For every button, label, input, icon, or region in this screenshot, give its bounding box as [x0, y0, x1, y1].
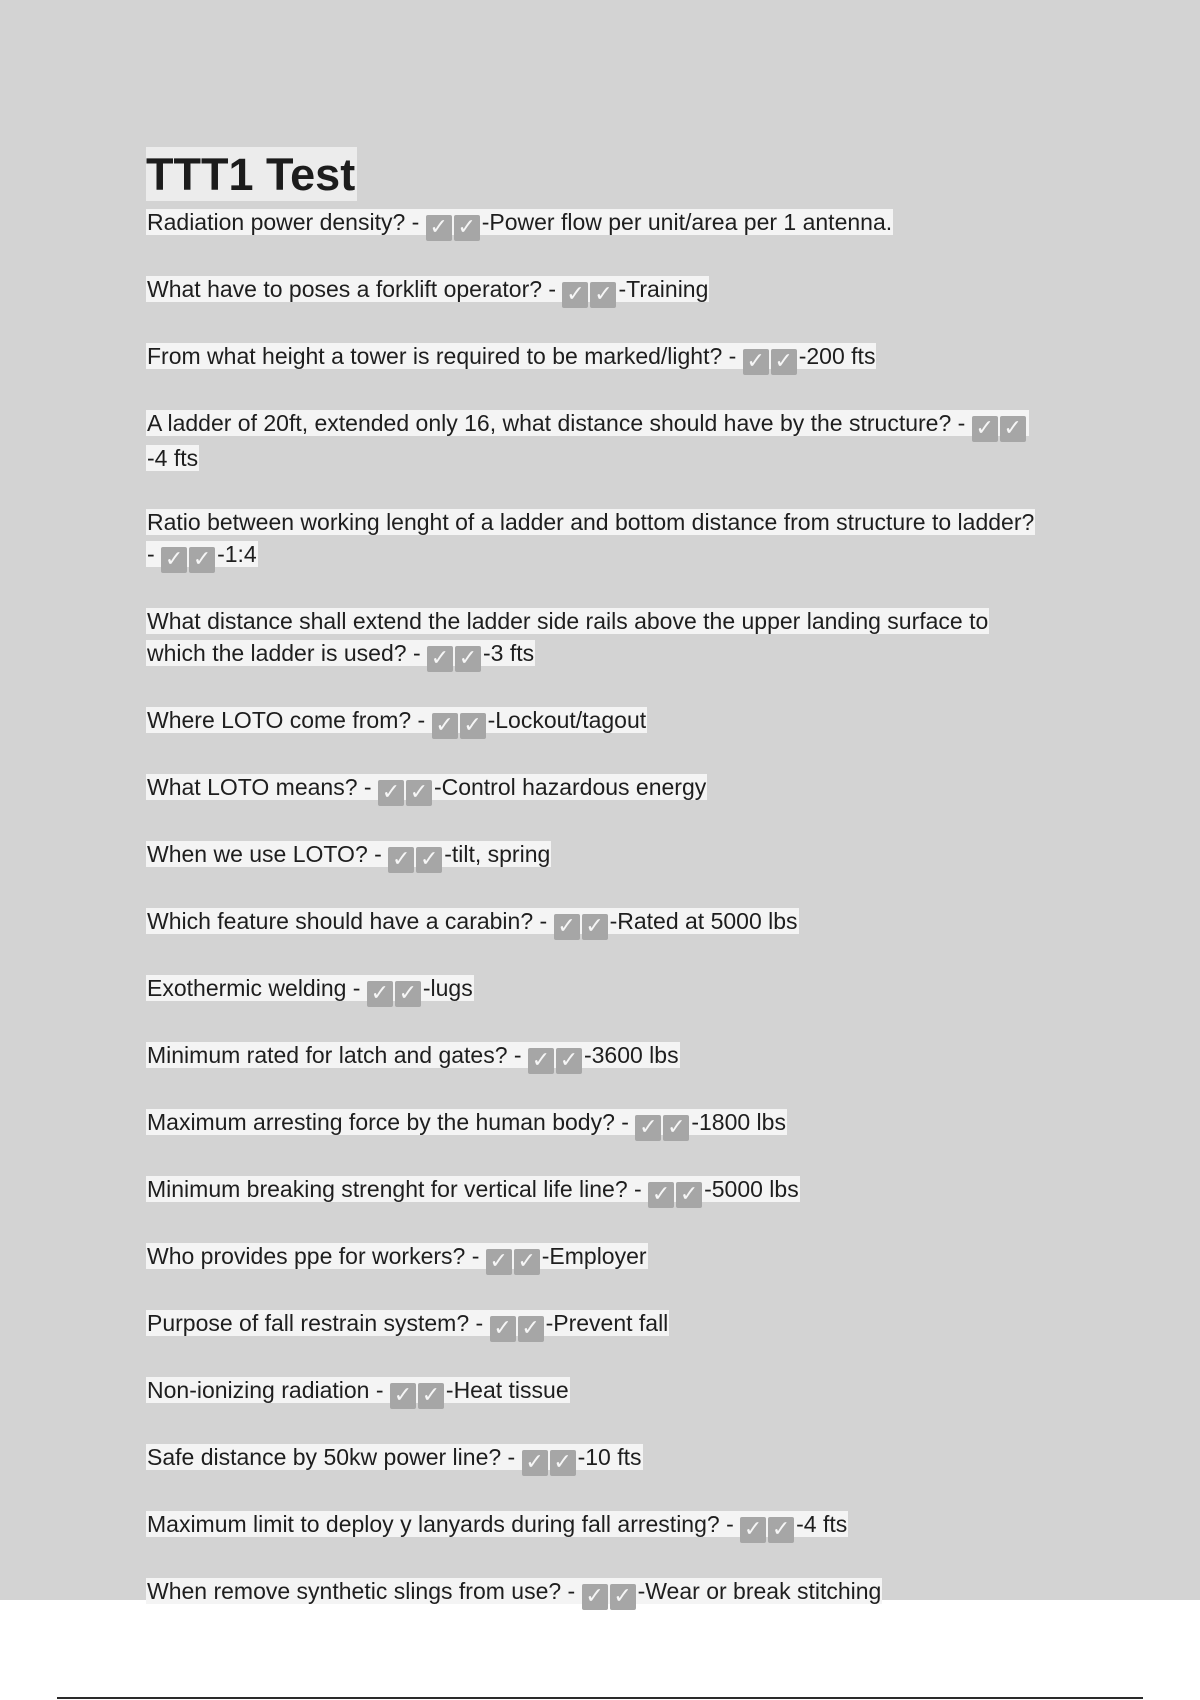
qa-text: [146, 1578, 882, 1609]
qa-item: [146, 1307, 1046, 1342]
qa-text: [146, 841, 551, 872]
answer-text: -Rated at 5000 lbs: [609, 908, 798, 934]
checkmark-icon: ✓: [768, 1517, 794, 1543]
checkmark-icon: ✓: [406, 780, 432, 806]
qa-text: [146, 608, 989, 671]
checkmark-icon: ✓: [648, 1182, 674, 1208]
checkmark-icon: ✓: [454, 215, 480, 241]
checkmark-icon: ✓: [486, 1249, 512, 1275]
question-text: Minimum breaking strenght for vertical life line? -: [147, 1176, 649, 1202]
checkmark-icon: ✓: [676, 1182, 702, 1208]
checkmark-icon: ✓: [582, 914, 608, 940]
answer-text: -Power flow per unit/area per 1 antenna.: [481, 209, 893, 235]
checkmark-icon: ✓: [390, 1383, 416, 1409]
checkmark-icon: ✓: [455, 646, 481, 672]
checkmark-icon: ✓: [418, 1383, 444, 1409]
question-text: What have to poses a forklift operator? -: [147, 276, 563, 302]
checkmark-icon: ✓: [610, 1584, 636, 1610]
qa-item: [146, 506, 1046, 573]
answer-text: -10 fts: [577, 1444, 642, 1470]
answer-text: -3 fts: [483, 640, 535, 666]
checkmark-icon: ✓: [378, 780, 404, 806]
qa-text: [146, 343, 876, 374]
checkmark-icon: ✓: [388, 847, 414, 873]
checkmark-icon: ✓: [427, 646, 453, 672]
checkmark-icon: ✓: [367, 981, 393, 1007]
question-text: What distance shall extend the ladder side rails above the upper landing surface to which the ladder is used? -: [147, 608, 989, 666]
answer-text: -Prevent fall: [545, 1310, 669, 1336]
qa-text: [146, 1109, 787, 1140]
question-text: What LOTO means? -: [147, 774, 378, 800]
answer-text: -Employer: [541, 1243, 647, 1269]
checkmark-icon: ✓: [554, 914, 580, 940]
checkmark-icon: ✓: [522, 1450, 548, 1476]
answer-text: -Heat tissue: [445, 1377, 569, 1403]
answer-text: -Control hazardous energy: [433, 774, 707, 800]
checkmark-icon: ✓: [395, 981, 421, 1007]
qa-text: [146, 509, 1035, 572]
checkmark-icon: ✓: [556, 1048, 582, 1074]
qa-text: [146, 707, 647, 738]
qa-item: [146, 407, 1046, 474]
question-text: From what height a tower is required to be marked/light? -: [147, 343, 743, 369]
qa-text: [146, 1511, 848, 1542]
question-text: When remove synthetic slings from use? -: [147, 1578, 582, 1604]
qa-text: [146, 410, 1029, 471]
qa-text: [146, 1377, 570, 1408]
qa-item: [146, 704, 1046, 739]
qa-item: [146, 838, 1046, 873]
qa-item: [146, 771, 1046, 806]
qa-item: [146, 206, 1046, 241]
qa-text: [146, 1176, 800, 1207]
qa-item: [146, 1039, 1046, 1074]
question-text: Purpose of fall restrain system? -: [147, 1310, 490, 1336]
question-text: Safe distance by 50kw power line? -: [147, 1444, 522, 1470]
checkmark-icon: ✓: [460, 713, 486, 739]
qa-text: [146, 774, 707, 805]
qa-item: [146, 273, 1046, 308]
answer-text: -lugs: [422, 975, 473, 1001]
checkmark-icon: ✓: [972, 416, 998, 442]
question-text: Minimum rated for latch and gates? -: [147, 1042, 528, 1068]
answer-text: -200 fts: [798, 343, 876, 369]
qa-item: [146, 972, 1046, 1007]
question-text: A ladder of 20ft, extended only 16, what distance should have by the structure? -: [147, 410, 972, 436]
qa-text: [146, 276, 709, 307]
qa-text: [146, 1444, 643, 1475]
question-text: Where LOTO come from? -: [147, 707, 432, 733]
qa-item: [146, 1106, 1046, 1141]
checkmark-icon: ✓: [635, 1115, 661, 1141]
checkmark-icon: ✓: [432, 713, 458, 739]
qa-item: [146, 1173, 1046, 1208]
answer-text: -4 fts: [796, 1511, 848, 1537]
checkmark-icon: ✓: [582, 1584, 608, 1610]
checkmark-icon: ✓: [490, 1316, 516, 1342]
qa-text: [146, 1243, 648, 1274]
checkmark-icon: ✓: [663, 1115, 689, 1141]
checkmark-icon: ✓: [161, 547, 187, 573]
document-title: TTT1 Test: [146, 149, 356, 200]
question-text: Maximum arresting force by the human body? -: [147, 1109, 636, 1135]
checkmark-icon: ✓: [416, 847, 442, 873]
footer-divider: [57, 1697, 1143, 1699]
checkmark-icon: ✓: [189, 547, 215, 573]
qa-text: [146, 908, 799, 939]
qa-text: [146, 975, 474, 1006]
checkmark-icon: ✓: [562, 282, 588, 308]
checkmark-icon: ✓: [528, 1048, 554, 1074]
answer-text: -5000 lbs: [704, 1176, 799, 1202]
checkmark-icon: ✓: [740, 1517, 766, 1543]
qa-item: [146, 605, 1046, 672]
checkmark-icon: ✓: [1000, 416, 1026, 442]
qa-item: [146, 905, 1046, 940]
question-text: Non-ionizing radiation -: [147, 1377, 390, 1403]
checkmark-icon: ✓: [518, 1316, 544, 1342]
answer-text: -Wear or break stitching: [637, 1578, 882, 1604]
qa-text: [146, 1310, 669, 1341]
answer-text: -Training: [618, 276, 709, 302]
checkmark-icon: ✓: [550, 1450, 576, 1476]
question-text: Ratio between working lenght of a ladder and bottom distance from structure to ladder? -: [147, 509, 1035, 567]
question-text: Which feature should have a carabin? -: [147, 908, 554, 934]
qa-item: [146, 1374, 1046, 1409]
answer-text: -3600 lbs: [583, 1042, 679, 1068]
qa-list: [146, 206, 1046, 1642]
question-text: Exothermic welding -: [147, 975, 367, 1001]
qa-item: [146, 1441, 1046, 1476]
answer-text: -4 fts: [147, 445, 199, 471]
answer-text: -tilt, spring: [444, 841, 551, 867]
qa-item: [146, 340, 1046, 375]
checkmark-icon: ✓: [590, 282, 616, 308]
qa-text: [146, 209, 893, 240]
qa-text: [146, 1042, 680, 1073]
qa-item: [146, 1575, 1046, 1610]
answer-text: -1800 lbs: [691, 1109, 786, 1135]
answer-text: -Lockout/tagout: [487, 707, 647, 733]
checkmark-icon: ✓: [743, 349, 769, 375]
checkmark-icon: ✓: [771, 349, 797, 375]
checkmark-icon: ✓: [514, 1249, 540, 1275]
checkmark-icon: ✓: [426, 215, 452, 241]
question-text: Who provides ppe for workers? -: [147, 1243, 486, 1269]
question-text: When we use LOTO? -: [147, 841, 389, 867]
question-text: Radiation power density? -: [147, 209, 426, 235]
answer-text: -1:4: [217, 541, 257, 567]
qa-item: [146, 1508, 1046, 1543]
question-text: Maximum limit to deploy y lanyards during fall arresting? -: [147, 1511, 741, 1537]
qa-item: [146, 1240, 1046, 1275]
